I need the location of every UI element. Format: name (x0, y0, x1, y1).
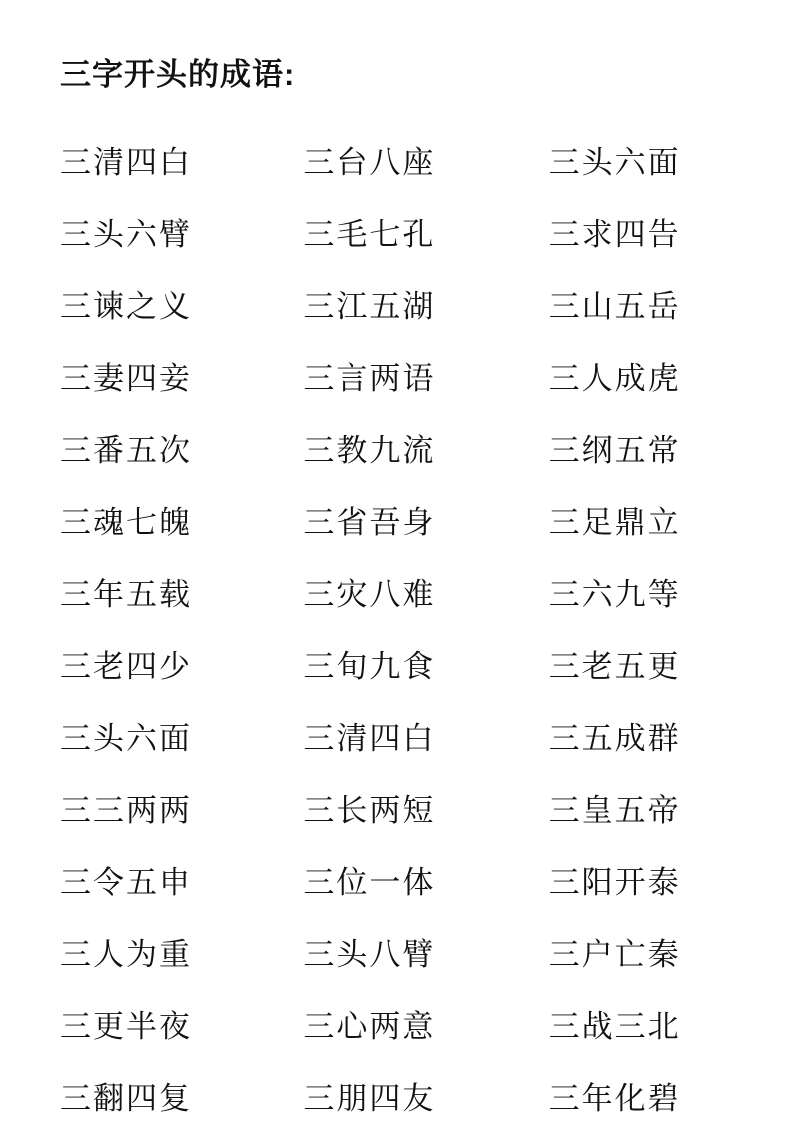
idiom-item: 三六九等 (548, 577, 681, 613)
idiom-grid (56, 127, 744, 1135)
idiom-item: 三清四白 (60, 145, 192, 181)
idiom-item: 三求四告 (548, 217, 681, 253)
idiom-item: 三纲五常 (548, 433, 681, 469)
idiom-item: 三头六面 (548, 145, 681, 181)
idiom-item: 三人为重 (60, 937, 192, 973)
idiom-item: 三位一体 (303, 865, 436, 901)
idiom-item: 三言两语 (303, 361, 436, 397)
idiom-item: 三番五次 (60, 433, 192, 469)
idiom-item: 三户亡秦 (548, 937, 681, 973)
idiom-item: 三心两意 (303, 1009, 436, 1045)
idiom-item: 三翻四复 (60, 1081, 192, 1117)
idiom-item: 三老四少 (60, 649, 192, 685)
idiom-item: 三头六臂 (60, 217, 192, 253)
idiom-item: 三省吾身 (303, 505, 436, 541)
idiom-item: 三老五更 (548, 649, 681, 685)
idiom-item: 三皇五帝 (548, 793, 681, 829)
idiom-item: 三妻四妾 (60, 361, 192, 397)
idiom-item: 三朋四友 (303, 1081, 436, 1117)
idiom-item: 三台八座 (303, 145, 436, 181)
idiom-item: 三头六面 (60, 721, 192, 757)
idiom-item: 三山五岳 (548, 289, 681, 325)
idiom-item: 三旬九食 (303, 649, 436, 685)
idiom-item: 三头八臂 (303, 937, 436, 973)
idiom-item: 三谏之义 (60, 289, 192, 325)
idiom-item: 三年化碧 (548, 1081, 681, 1117)
idiom-item: 三教九流 (303, 433, 436, 469)
idiom-item: 三灾八难 (303, 577, 436, 613)
idiom-item: 三年五载 (60, 577, 192, 613)
idiom-item: 三战三北 (548, 1009, 681, 1045)
idiom-item: 三更半夜 (60, 1009, 192, 1045)
idiom-item: 三魂七魄 (60, 505, 192, 541)
idiom-item: 三三两两 (60, 793, 192, 829)
idiom-item: 三令五申 (60, 865, 192, 901)
idiom-item: 三毛七孔 (303, 217, 436, 253)
idiom-item: 三江五湖 (303, 289, 436, 325)
idiom-item: 三长两短 (303, 793, 436, 829)
idiom-item: 三人成虎 (548, 361, 681, 397)
idiom-item: 三阳开泰 (548, 865, 681, 901)
idiom-item: 三五成群 (548, 721, 681, 757)
idiom-item: 三足鼎立 (548, 505, 681, 541)
idiom-item: 三清四白 (303, 721, 436, 757)
page-title: 三字开头的成语: (60, 57, 296, 92)
